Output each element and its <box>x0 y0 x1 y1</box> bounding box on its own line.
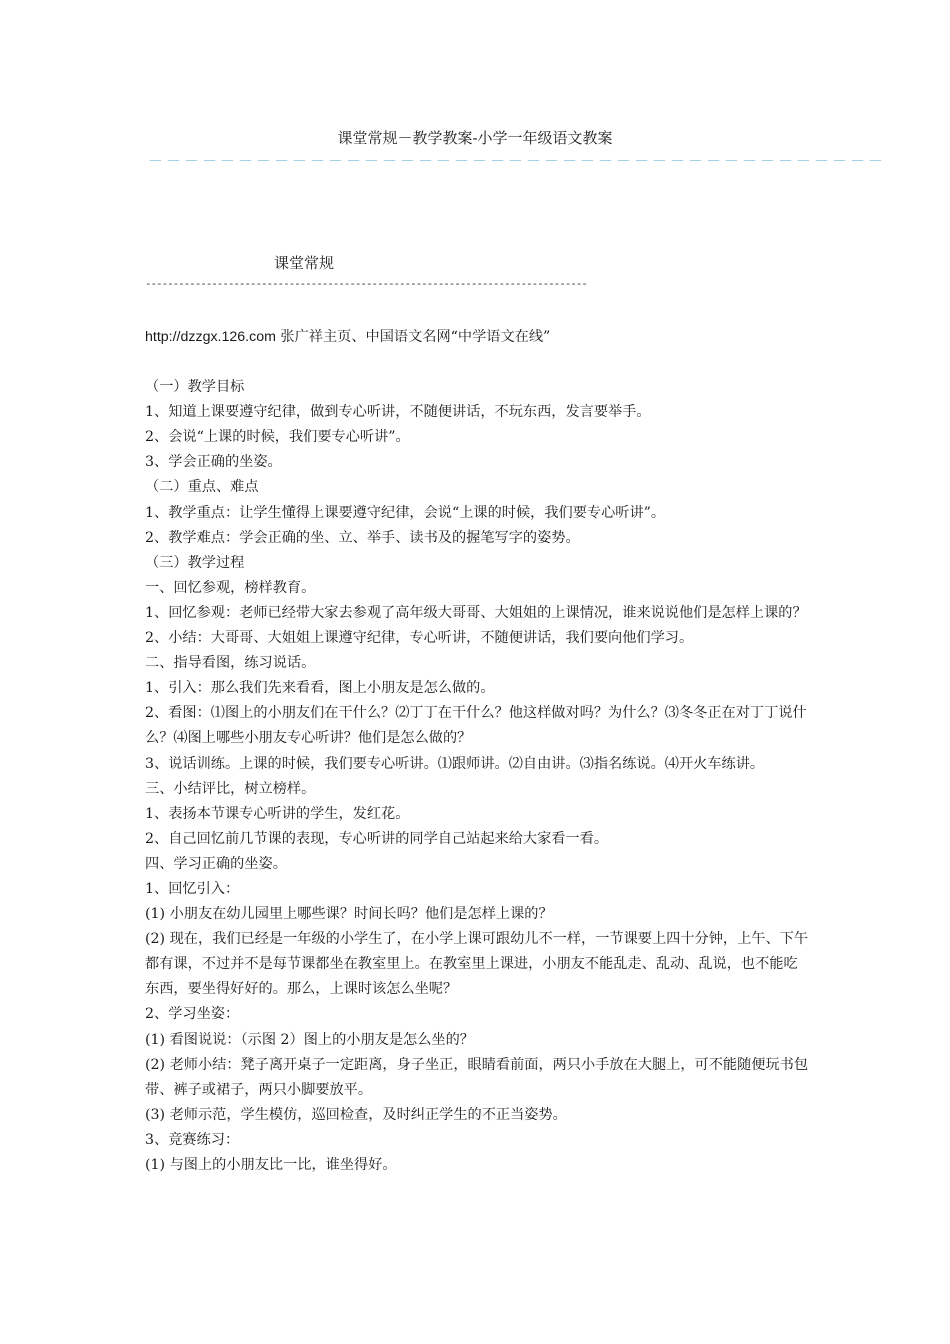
spacer <box>145 350 810 375</box>
paragraph: 3、说话训练。上课的时候，我们要专心听讲。⑴跟师讲。⑵自由讲。⑶指名练说。⑷开火车练讲。 <box>145 755 765 772</box>
paragraph: 3、竞赛练习： <box>145 1131 240 1148</box>
paragraph: 2、学习坐姿： <box>145 1006 240 1023</box>
paragraph: （一）教学目标 <box>145 379 245 396</box>
paragraph: 2、会说“上课的时候，我们要专心听讲”。 <box>145 429 410 446</box>
paragraph: 2、自己回忆前几节课的表现，专心听讲的同学自己站起来给大家看一看。 <box>145 830 609 847</box>
paragraph: 1、表扬本节课专心听讲的学生，发红花。 <box>145 805 410 822</box>
paragraph: 1、知道上课要遵守纪律，做到专心听讲，不随便讲话，不玩东西，发言要举手。 <box>145 404 651 421</box>
paragraph: (2) 现在，我们已经是一年级的小学生了，在小学上课可跟幼儿不一样，一节课要上四十分钟，上午、下午都有课，不过并不是每节课都坐在教室里上。在教室里上课进，小朋友不能乱走、乱动、乱说，也不能吃东西，要坐得好好的。那么，上课时该怎么坐呢？ <box>145 931 809 998</box>
paragraph: 2、小结：大哥哥、大姐姐上课遵守纪律，专心听讲，不随便讲话，我们要向他们学习。 <box>145 630 694 647</box>
document-title: 课堂常规－教学教案-小学一年级语文教案 <box>337 129 613 147</box>
paragraph: (3) 老师示范，学生模仿，巡回检查，及时纠正学生的不正当姿势。 <box>145 1106 567 1123</box>
paragraph: 2、教学难点：学会正确的坐、立、举手、读书及的握笔写字的姿势。 <box>145 529 580 546</box>
paragraph-list <box>145 375 810 1178</box>
paragraph: (1) 看图说说：（示图 2）图上的小朋友是怎么坐的？ <box>145 1031 474 1048</box>
paragraph: 1、引入：那么我们先来看看，图上小朋友是怎么做的。 <box>145 680 495 697</box>
paragraph: （三）教学过程 <box>145 554 245 571</box>
paragraph: 四、学习正确的坐姿。 <box>145 855 287 872</box>
paragraph: 2、看图：⑴图上的小朋友们在干什么？⑵丁丁在干什么？他这样做对吗？为什么？⑶冬冬正在对丁丁说什么？⑷图上哪些小朋友专心听讲？他们是怎么做的？ <box>145 705 807 747</box>
source-description: 张广祥主页、中国语文名网“中学语文在线” <box>275 329 551 345</box>
source-link[interactable]: http://dzzgx.126.com <box>145 329 276 345</box>
paragraph: 二、指导看图，练习说话。 <box>145 655 316 672</box>
paragraph: (1) 与图上的小朋友比一比，谁坐得好。 <box>145 1157 397 1173</box>
paragraph: 3、学会正确的坐姿。 <box>145 454 282 471</box>
paragraph: 1、教学重点：让学生懂得上课要遵守纪律，会说“上课的时候，我们要专心听讲”。 <box>145 504 666 521</box>
title-divider: －－－－－－－－－－－－－－－－－－－－－－－－－－－－－－－－－－－－－－－－－ <box>148 152 887 170</box>
paragraph: 三、小结评比，树立榜样。 <box>145 780 316 797</box>
source-line <box>145 325 810 350</box>
paragraph: 1、回忆引入： <box>145 880 240 897</box>
paragraph: 一、回忆参观，榜样教育。 <box>145 579 316 596</box>
section-heading: 课堂常规 <box>274 254 335 272</box>
document-body <box>145 325 810 1178</box>
section-divider: -------------------------------------------------------------------------------- <box>145 277 587 290</box>
paragraph: (2) 老师小结：凳子离开桌子一定距离，身子坐正，眼睛看前面，两只小手放在大腿上，可不能随便玩书包带、裤子或裙子，两只小脚要放平。 <box>145 1056 809 1098</box>
paragraph: 1、回忆参观：老师已经带大家去参观了高年级大哥哥、大姐姐的上课情况，谁来说说他们是怎样上课的？ <box>145 604 807 621</box>
paragraph: (1) 小朋友在幼儿园里上哪些课？时间长吗？他们是怎样上课的？ <box>145 906 553 923</box>
paragraph: （二）重点、难点 <box>145 479 259 496</box>
